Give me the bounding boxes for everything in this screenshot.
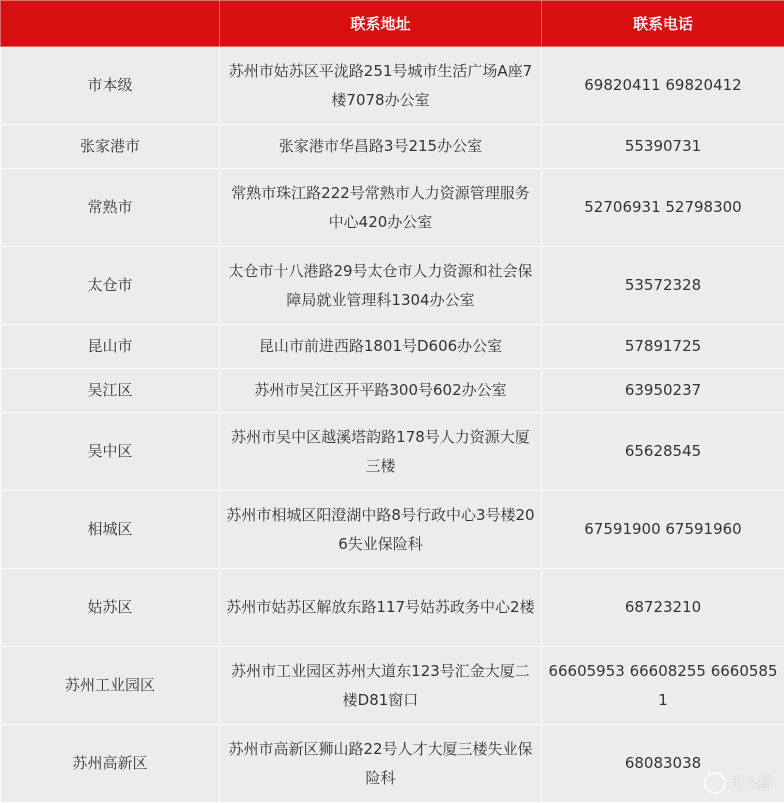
- phone-cell: 63950237: [542, 369, 784, 413]
- table-row: [1, 47, 784, 125]
- phone-cell: 53572328: [542, 247, 784, 325]
- address-cell: 苏州市相城区阳澄湖中路8号行政中心3号楼206失业保险科: [220, 491, 542, 569]
- header-phone: 联系电话: [542, 1, 784, 47]
- area-cell: 吴江区: [1, 369, 220, 413]
- watermark-text: 引力播: [730, 773, 772, 793]
- address-cell: 昆山市前进西路1801号D606办公室: [220, 325, 542, 369]
- area-cell: 相城区: [1, 491, 220, 569]
- phone-cell: 65628545: [542, 413, 784, 491]
- table-row: [1, 413, 784, 491]
- flower-logo-icon: [704, 772, 726, 794]
- header-area: [1, 1, 220, 47]
- area-cell: 张家港市: [1, 125, 220, 169]
- table-row: [1, 125, 784, 169]
- address-cell: 苏州市吴江区开平路300号602办公室: [220, 369, 542, 413]
- address-cell: 苏州市吴中区越溪塔韵路178号人力资源大厦三楼: [220, 413, 542, 491]
- area-cell: 姑苏区: [1, 569, 220, 647]
- address-cell: 张家港市华昌路3号215办公室: [220, 125, 542, 169]
- area-cell: 吴中区: [1, 413, 220, 491]
- phone-cell: 68083038: [542, 725, 784, 803]
- phone-cell: 67591900 67591960: [542, 491, 784, 569]
- phone-cell: 55390731: [542, 125, 784, 169]
- phone-cell: 69820411 69820412: [542, 47, 784, 125]
- phone-cell: 68723210: [542, 569, 784, 647]
- address-cell: 常熟市珠江路222号常熟市人力资源管理服务中心420办公室: [220, 169, 542, 247]
- watermark: [704, 772, 772, 794]
- phone-cell: 57891725: [542, 325, 784, 369]
- table-row: [1, 247, 784, 325]
- area-cell: 昆山市: [1, 325, 220, 369]
- phone-cell: 52706931 52798300: [542, 169, 784, 247]
- table-header-row: [1, 1, 784, 47]
- area-cell: 苏州工业园区: [1, 647, 220, 725]
- phone-cell: 66605953 66608255 66605851: [542, 647, 784, 725]
- table-row: [1, 491, 784, 569]
- address-cell: 苏州市高新区狮山路22号人才大厦三楼失业保险科: [220, 725, 542, 803]
- area-cell: 市本级: [1, 47, 220, 125]
- table-row: [1, 569, 784, 647]
- address-cell: 苏州市姑苏区解放东路117号姑苏政务中心2楼: [220, 569, 542, 647]
- table-row: [1, 725, 784, 803]
- header-address: 联系地址: [220, 1, 542, 47]
- area-cell: 苏州高新区: [1, 725, 220, 803]
- address-cell: 苏州市工业园区苏州大道东123号汇金大厦二楼D81窗口: [220, 647, 542, 725]
- table-row: [1, 169, 784, 247]
- area-cell: 太仓市: [1, 247, 220, 325]
- table-row: [1, 647, 784, 725]
- address-cell: 太仓市十八港路29号太仓市人力资源和社会保障局就业管理科1304办公室: [220, 247, 542, 325]
- table-row: [1, 369, 784, 413]
- address-cell: 苏州市姑苏区平泷路251号城市生活广场A座7楼7078办公室: [220, 47, 542, 125]
- area-cell: 常熟市: [1, 169, 220, 247]
- table-row: [1, 325, 784, 369]
